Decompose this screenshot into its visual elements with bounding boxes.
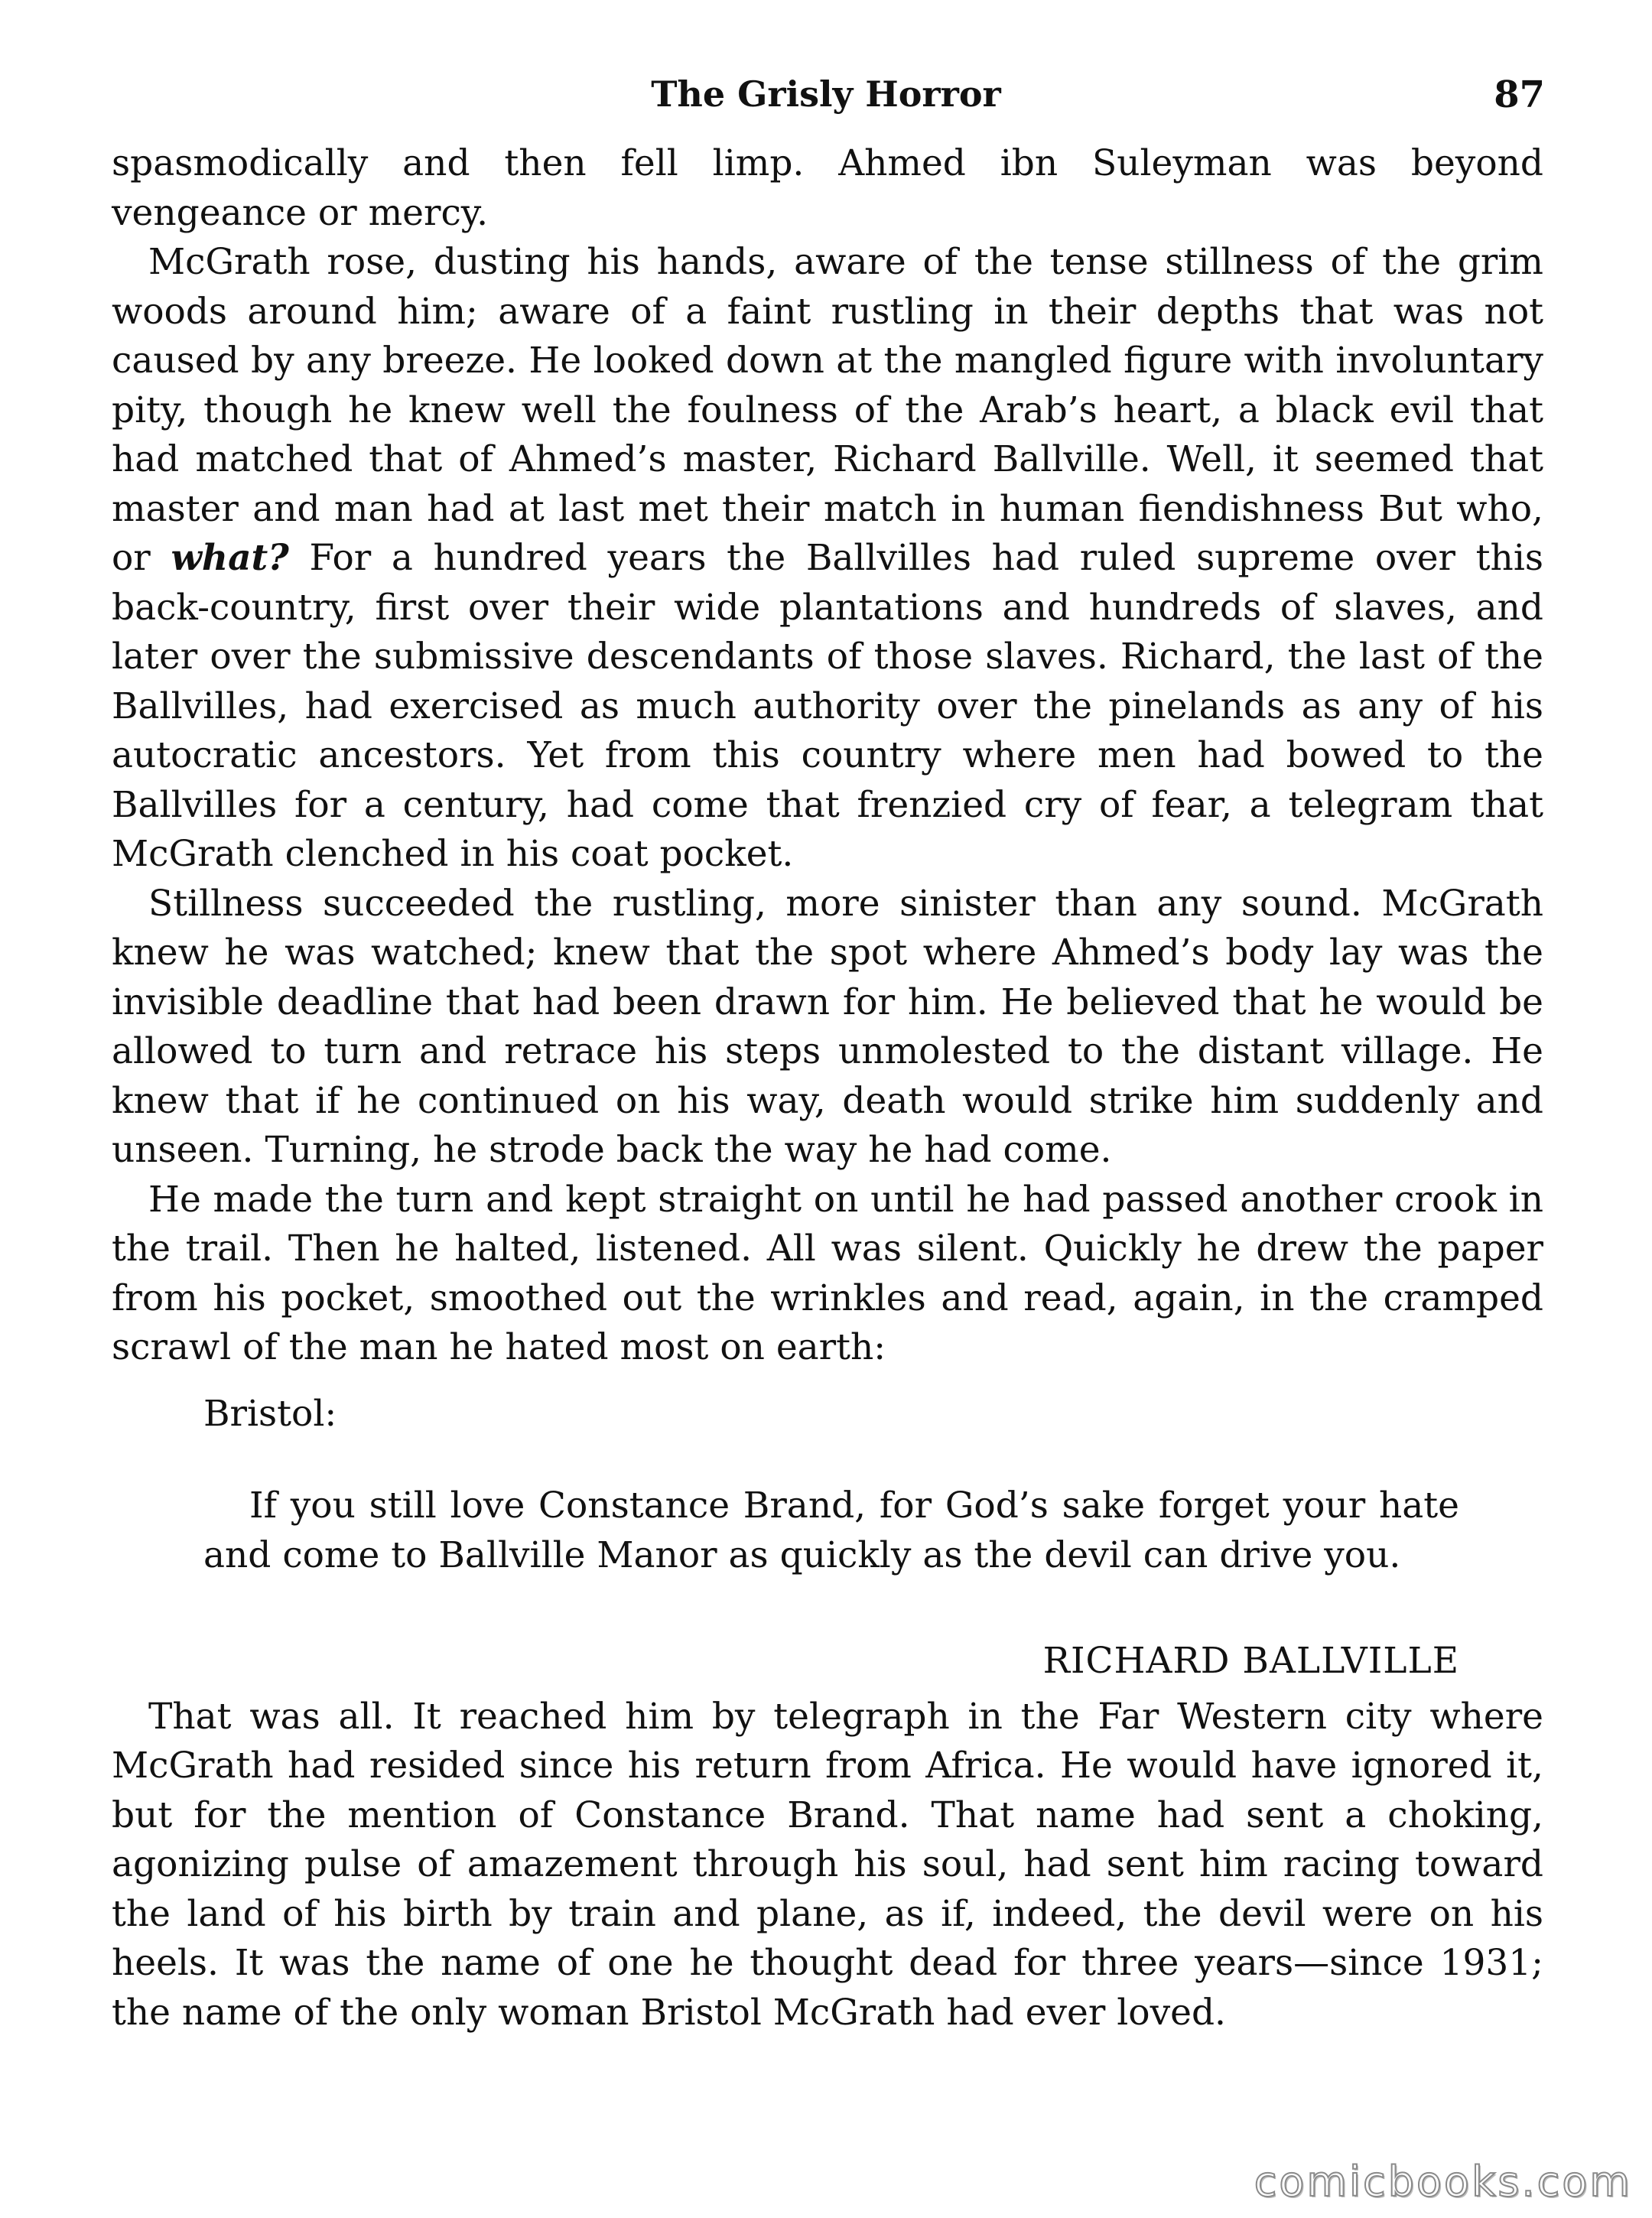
paragraph-4: He made the turn and kept straight on until he had passed another crook in the trail. Then he halted, listened. All was silent. Quickly he drew the paper from his pocket, smoothed out the wrinkles and read, again, in the cramped scrawl of the man he hated most on earth: bbox=[112, 1178, 1543, 1368]
telegram-signature: RICHARD BALLVILLE bbox=[1042, 1640, 1459, 1682]
watermark: comicbooks.com bbox=[1254, 2158, 1632, 2206]
emphasis-word: what? bbox=[171, 537, 289, 579]
telegram-salutation: Bristol: bbox=[203, 1392, 337, 1435]
paragraph-3: Stillness succeeded the rustling, more sinister than any sound. McGrath knew he was watched; knew that the spot where Ahmed’s body lay was the invisible deadline that had been drawn for him. He believed that he would be allowed to turn and retrace his steps unmolested to the distant village. He knew that if he continued on his way, death would strike him suddenly and unseen. Turning, he strode back the way he had come. bbox=[112, 882, 1543, 1171]
telegram-body: If you still love Constance Brand, for God’s sake forget your hate and come to Ballville Manor as quickly as the devil can drive you. bbox=[203, 1485, 1459, 1576]
body-text bbox=[112, 139, 1543, 2038]
page-number: 87 bbox=[1494, 73, 1545, 116]
paragraph-1: spasmodically and then fell limp. Ahmed ibn Suleyman was beyond vengeance or mercy. bbox=[112, 142, 1543, 234]
paragraph-2-text: McGrath rose, dusting his hands, aware of the tense stillness of the grim woods around him; aware of a faint rustling in their depths that was not caused by any breeze. He looked down at the mangled figure with involuntary pity, though he knew well the foulness of the Arab’s heart, a black evil that had matched that of Ahmed’s master, Richard Ballville. Well, it seemed that master and man had at last met their match in human fiendishness But who, or bbox=[112, 241, 1543, 579]
running-head bbox=[0, 73, 1652, 135]
running-title: The Grisly Horror bbox=[651, 73, 1001, 115]
paragraph-2 bbox=[112, 238, 1543, 880]
paragraph-2-continued: For a hundred years the Ballvilles had ruled supreme over this back-country, first over their wide plantations and hundreds of slaves, and later over the submissive descendants of those slaves. Richard, the last of the Ballvilles, had exercised as much authority over the pinelands as any of his autocratic ancestors. Yet from this country where men had bowed to the Ballvilles for a century, had come that frenzied cry of fear, a telegram that McGrath clenched in his coat pocket. bbox=[112, 537, 1543, 875]
paragraph-5: That was all. It reached him by telegraph in the Far Western city where McGrath had resided since his return from Africa. He would have ignored it, but for the mention of Constance Brand. That name had sent a choking, agonizing pulse of amazement through his soul, had sent him racing toward the land of his birth by train and plane, as if, indeed, the devil were on his heels. It was the name of one he thought dead for three years—since 1931; the name of the only woman Bristol McGrath had ever loved. bbox=[112, 1695, 1543, 2034]
telegram bbox=[112, 1390, 1543, 1686]
